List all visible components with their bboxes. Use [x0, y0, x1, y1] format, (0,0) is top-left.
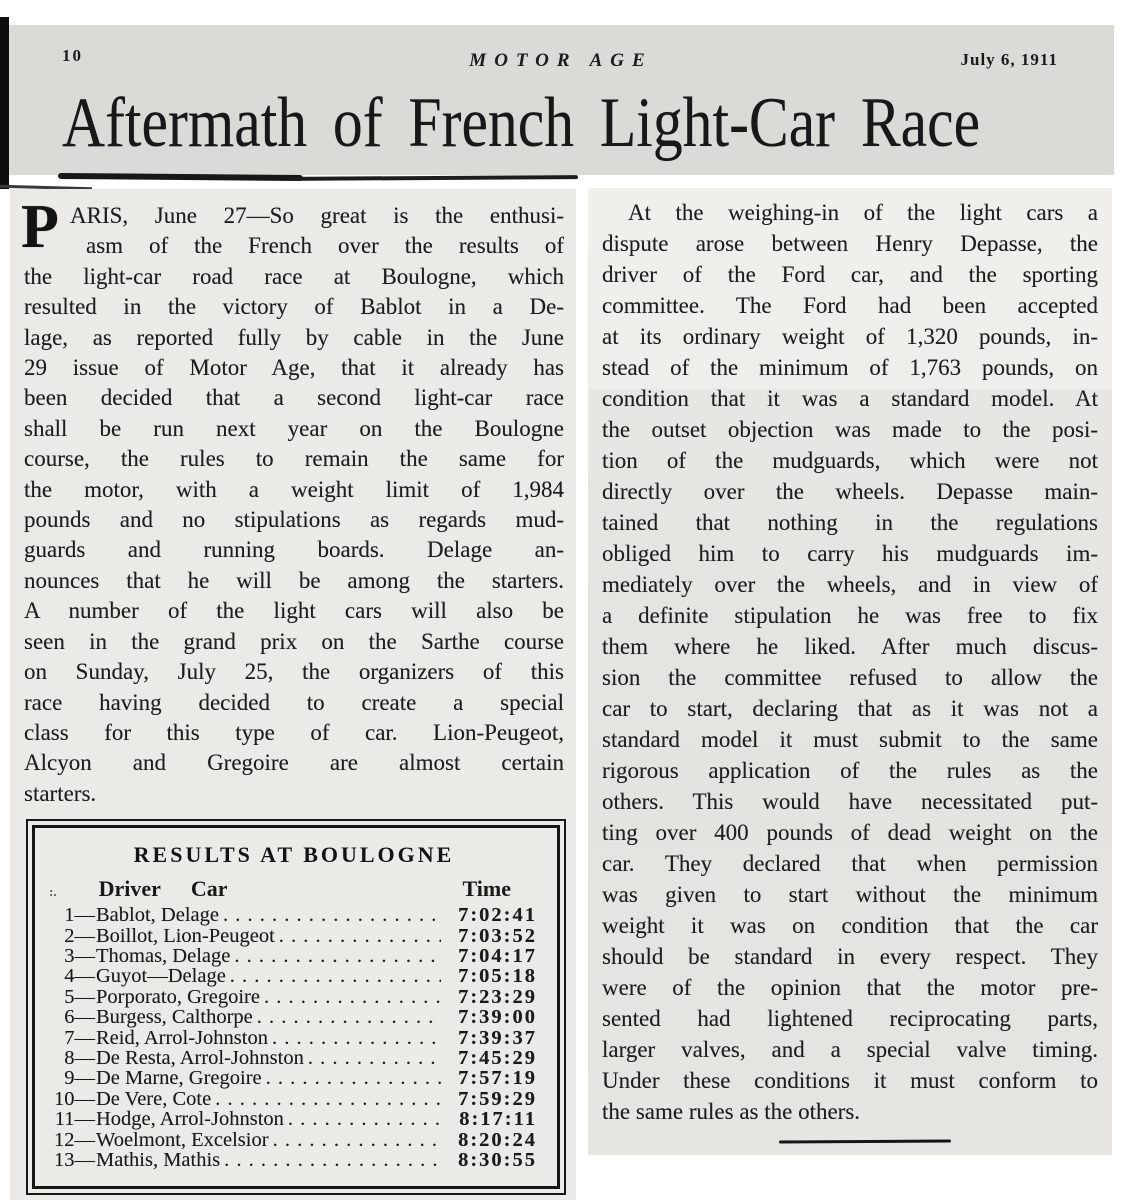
row-time: 7:39:00 — [458, 1006, 537, 1029]
article-line: pounds and no stipulations as regards mud- — [24, 507, 564, 533]
article-line: ting over 400 pounds of dead weight on the — [602, 820, 1098, 845]
row-position: 13— — [54, 1149, 95, 1171]
row-time: 8:20:24 — [458, 1128, 537, 1151]
row-driver-car: De Marne, Gregoire — [96, 1067, 262, 1090]
left-column — [10, 189, 576, 1200]
issue-date: July 6, 1911 — [960, 50, 1058, 69]
row-position: 10— — [54, 1087, 95, 1110]
article-line: mediately over the wheels, and in view of — [602, 572, 1098, 597]
leader-dots — [219, 905, 441, 925]
column-header-time: Time — [462, 876, 511, 902]
results-table — [26, 819, 566, 1195]
article-line: Under these conditions it must conform to — [602, 1068, 1098, 1093]
article-line: tion of the mudguards, which were not — [602, 448, 1098, 473]
row-position: 7— — [64, 1026, 95, 1049]
article-line: 29 issue of Motor Age, that it already has — [24, 355, 564, 381]
results-table-header — [47, 876, 541, 902]
scan-artifact-line — [58, 173, 303, 181]
row-time: 7:02:41 — [458, 904, 537, 927]
article-line: Alcyon and Gregoire are almost certain — [24, 750, 564, 776]
table-row — [47, 1089, 541, 1109]
row-time: 8:17:11 — [459, 1108, 537, 1131]
scan-edge-artifact — [0, 17, 9, 189]
right-article-lines — [588, 188, 1112, 1127]
article-headline: Aftermath of French Light-Car Race — [62, 84, 981, 162]
row-driver-car: Hodge, Arrol-Johnston — [96, 1108, 284, 1131]
article-line: starters. — [24, 780, 97, 806]
leader-dots — [226, 966, 441, 986]
row-position: 1— — [64, 904, 95, 927]
row-time: 7:03:52 — [458, 924, 537, 947]
row-driver-car: Burgess, Calthorpe — [96, 1006, 253, 1029]
article-line: others. This would have necessitated put- — [602, 789, 1098, 814]
article-end-rule — [779, 1140, 951, 1144]
row-time: 7:04:17 — [458, 944, 537, 967]
article-line: obliged him to carry his mudguards im- — [602, 541, 1098, 566]
article-line: weight it was on condition that the car — [602, 913, 1098, 938]
leader-dots — [253, 1007, 441, 1027]
leader-dots — [275, 926, 441, 946]
row-driver-car: Guyot—Delage — [96, 965, 226, 988]
page-number: 10 — [62, 46, 83, 65]
article-line: committee. The Ford had been accepted — [602, 293, 1098, 318]
article-line: car to start, declaring that as it was not a — [602, 696, 1098, 721]
article-line: car. They declared that when permission — [602, 851, 1098, 876]
article-line: resulted in the victory of Bablot in a De- — [24, 294, 564, 320]
table-row — [47, 946, 541, 966]
article-line: the motor, with a weight limit of 1,984 — [24, 476, 564, 502]
leader-dots — [220, 1150, 441, 1170]
article-line: class for this type of car. Lion-Peugeot, — [24, 719, 564, 745]
table-row — [47, 926, 541, 946]
table-row — [47, 905, 541, 925]
leader-dots — [230, 946, 441, 966]
leader-dots — [211, 1089, 441, 1109]
right-column — [588, 188, 1112, 1155]
results-table-title: RESULTS AT BOULOGNE — [133, 842, 455, 868]
article-line: at its ordinary weight of 1,320 pounds, in- — [602, 324, 1098, 349]
left-article-lines — [10, 189, 576, 809]
leader-dots — [284, 1109, 441, 1129]
article-line: standard model it must submit to the same — [602, 727, 1098, 752]
article-line: lage, as reported fully by cable in the June — [24, 324, 564, 350]
row-time: 7:39:37 — [458, 1026, 537, 1049]
row-position: 3— — [64, 944, 95, 967]
article-line: the light-car road race at Boulogne, which — [24, 263, 564, 289]
row-driver-car: De Resta, Arrol-Johnston — [96, 1046, 304, 1069]
article-line: larger valves, and a special valve timing. — [602, 1037, 1098, 1062]
row-driver-car: Bablot, Delage — [96, 904, 219, 927]
article-line: race having decided to create a special — [24, 689, 564, 715]
article-line: sented had lightened reciprocating parts, — [602, 1006, 1098, 1031]
article-line: seen in the grand prix on the Sarthe course — [24, 628, 564, 654]
article-line: nounces that he will be among the starters. — [24, 567, 564, 593]
article-line: were of the opinion that the motor pre- — [602, 975, 1098, 1000]
article-line: tained that nothing in the regulations — [602, 510, 1098, 535]
table-row — [47, 1007, 541, 1027]
row-position: 4— — [64, 965, 95, 988]
article-line: dispute arose between Henry Depasse, the — [602, 231, 1098, 256]
row-driver-car: Boillot, Lion-Peugeot — [96, 924, 275, 947]
leader-dots — [269, 1130, 441, 1150]
table-row — [47, 1130, 541, 1150]
article-line: A number of the light cars will also be — [24, 598, 564, 624]
table-row — [47, 1109, 541, 1129]
article-line: directly over the wheels. Depasse main- — [602, 479, 1098, 504]
article-line: on Sunday, July 25, the organizers of this — [24, 659, 564, 685]
article-line: been decided that a second light-car race — [24, 385, 564, 411]
article-line: the outset objection was made to the posi- — [602, 417, 1098, 442]
article-line: driver of the Ford car, and the sporting — [602, 262, 1098, 287]
drop-cap: P — [21, 193, 59, 261]
results-table-inner-border — [32, 825, 560, 1189]
table-row — [47, 1150, 541, 1170]
article-line: the same rules as the others. — [602, 1099, 861, 1124]
leader-dots — [262, 1068, 441, 1088]
table-row — [47, 1028, 541, 1048]
row-driver-car: Woelmont, Excelsior — [96, 1128, 269, 1151]
row-driver-car: Porporato, Gregoire — [96, 985, 260, 1008]
table-row — [47, 966, 541, 986]
table-row — [47, 987, 541, 1007]
article-line: stead of the minimum of 1,763 pounds, on — [602, 355, 1098, 380]
article-line: ARIS, June 27—So great is the enthusi- — [70, 203, 564, 228]
article-line: rigorous application of the rules as the — [602, 758, 1098, 783]
table-row — [47, 1068, 541, 1088]
leader-dots — [304, 1048, 441, 1068]
row-time: 8:30:55 — [458, 1149, 537, 1171]
article-line: course, the rules to remain the same for — [24, 446, 564, 472]
article-line: guards and running boards. Delage an- — [24, 537, 564, 563]
row-position: 8— — [64, 1046, 95, 1069]
article-line: asm of the French over the results of — [86, 233, 564, 259]
row-driver-car: Mathis, Mathis — [96, 1149, 221, 1171]
row-position: 9— — [64, 1067, 95, 1090]
row-position: 2— — [64, 924, 95, 947]
column-header-driver: Driver — [98, 876, 161, 902]
scan-artifact-line — [288, 175, 578, 181]
row-driver-car: Reid, Arrol-Johnston — [96, 1026, 268, 1049]
row-driver-car: Thomas, Delage — [96, 944, 231, 967]
row-driver-car: De Vere, Cote — [96, 1087, 212, 1110]
article-line: a definite stipulation he was free to fix — [602, 603, 1098, 628]
leader-dots — [260, 987, 441, 1007]
column-header-car: Car — [190, 876, 228, 902]
article-line: sion the committee refused to allow the — [602, 665, 1098, 690]
article-line: shall be run next year on the Boulogne — [24, 415, 564, 441]
row-time: 7:59:29 — [458, 1087, 537, 1110]
results-table-rows — [47, 905, 541, 1170]
row-position: 11— — [54, 1108, 95, 1131]
table-row — [47, 1048, 541, 1068]
article-line: At the weighing-in of the light cars a — [628, 200, 1098, 225]
print-stray-mark: :. — [49, 884, 57, 900]
article-line: should be standard in every respect. They — [602, 944, 1098, 969]
article-line: condition that it was a standard model. At — [602, 386, 1098, 411]
row-time: 7:05:18 — [458, 965, 537, 988]
row-time: 7:57:19 — [458, 1067, 537, 1090]
row-position: 6— — [64, 1006, 95, 1029]
row-position: 12— — [54, 1128, 95, 1151]
article-line: was given to start without the minimum — [602, 882, 1098, 907]
row-time: 7:23:29 — [458, 985, 537, 1008]
article-line: them where he liked. After much discus- — [602, 634, 1098, 659]
row-position: 5— — [64, 985, 95, 1008]
leader-dots — [268, 1028, 441, 1048]
publication-title: MOTOR AGE — [469, 50, 653, 71]
row-time: 7:45:29 — [458, 1046, 537, 1069]
